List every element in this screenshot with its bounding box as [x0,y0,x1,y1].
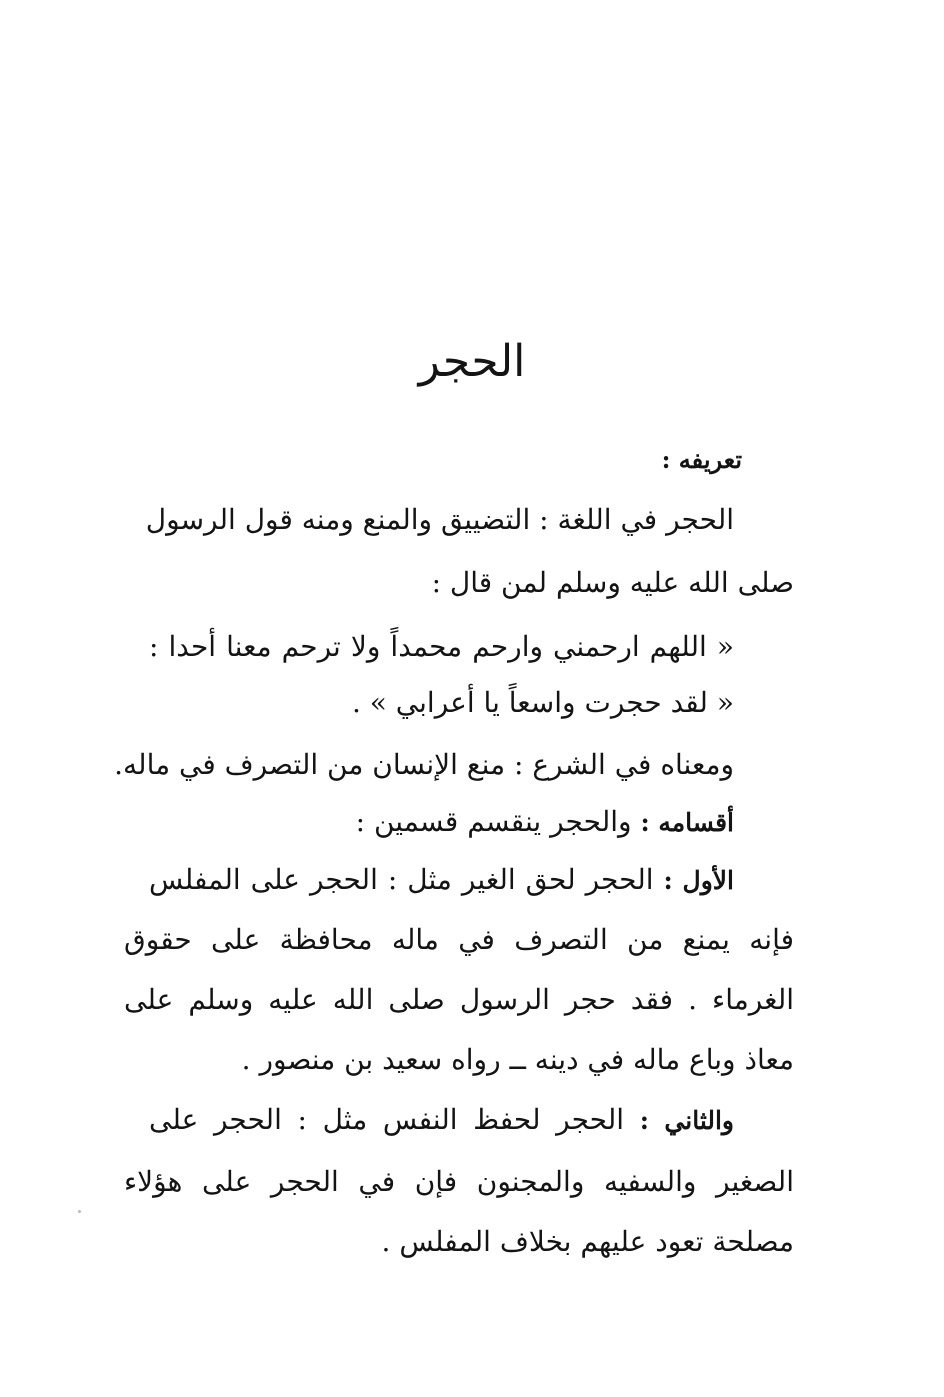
second-section-line-2: الصغير والسفيه والمجنون فإن في الحجر على هؤلاء [124,1165,794,1198]
shari-definition-line: ومعناه في الشرع : منع الإنسان من التصرف في ماله. [114,748,734,781]
sections-text: والحجر ينقسم قسمين : [355,805,632,838]
margin-speck [78,1210,81,1213]
first-section-line-2: فإنه يمنع من التصرف في ماله محافظة على حقوق [124,923,794,956]
first-section-line-3: الغرماء . فقد حجر الرسول صلى الله عليه وسلم على [124,983,794,1016]
sections-line [149,802,734,843]
first-section-line-4: معاذ وباع ماله في دينه ــ رواه سعيد بن منصور . [241,1043,794,1076]
first-section-label: الأول : [663,866,734,895]
sections-label: أقسامه : [640,808,734,837]
second-section-text-1: الحجر لحفظ النفس مثل : الحجر على [149,1103,625,1136]
quote-line-1: « اللهم ارحمني وارحم محمداً ولا ترحم معنا أحدا : [149,630,734,663]
definition-heading: تعريفه : [661,445,742,474]
second-section-line-1 [149,1100,734,1141]
second-section-line-3: مصلحة تعود عليهم بخلاف المفلس . [381,1225,794,1258]
page-title: الحجر [418,336,526,387]
quote-line-2: « لقد حجرت واسعاً يا أعرابي » . [351,686,734,719]
first-section-text-1: الحجر لحق الغير مثل : الحجر على المفلس [149,863,654,896]
text-line-1: الحجر في اللغة : التضييق والمنع ومنه قول الرسول [145,503,734,536]
text-line-2: صلى الله عليه وسلم لمن قال : [431,566,794,599]
second-section-label: والثاني : [639,1106,735,1135]
first-section-line-1 [149,860,734,901]
